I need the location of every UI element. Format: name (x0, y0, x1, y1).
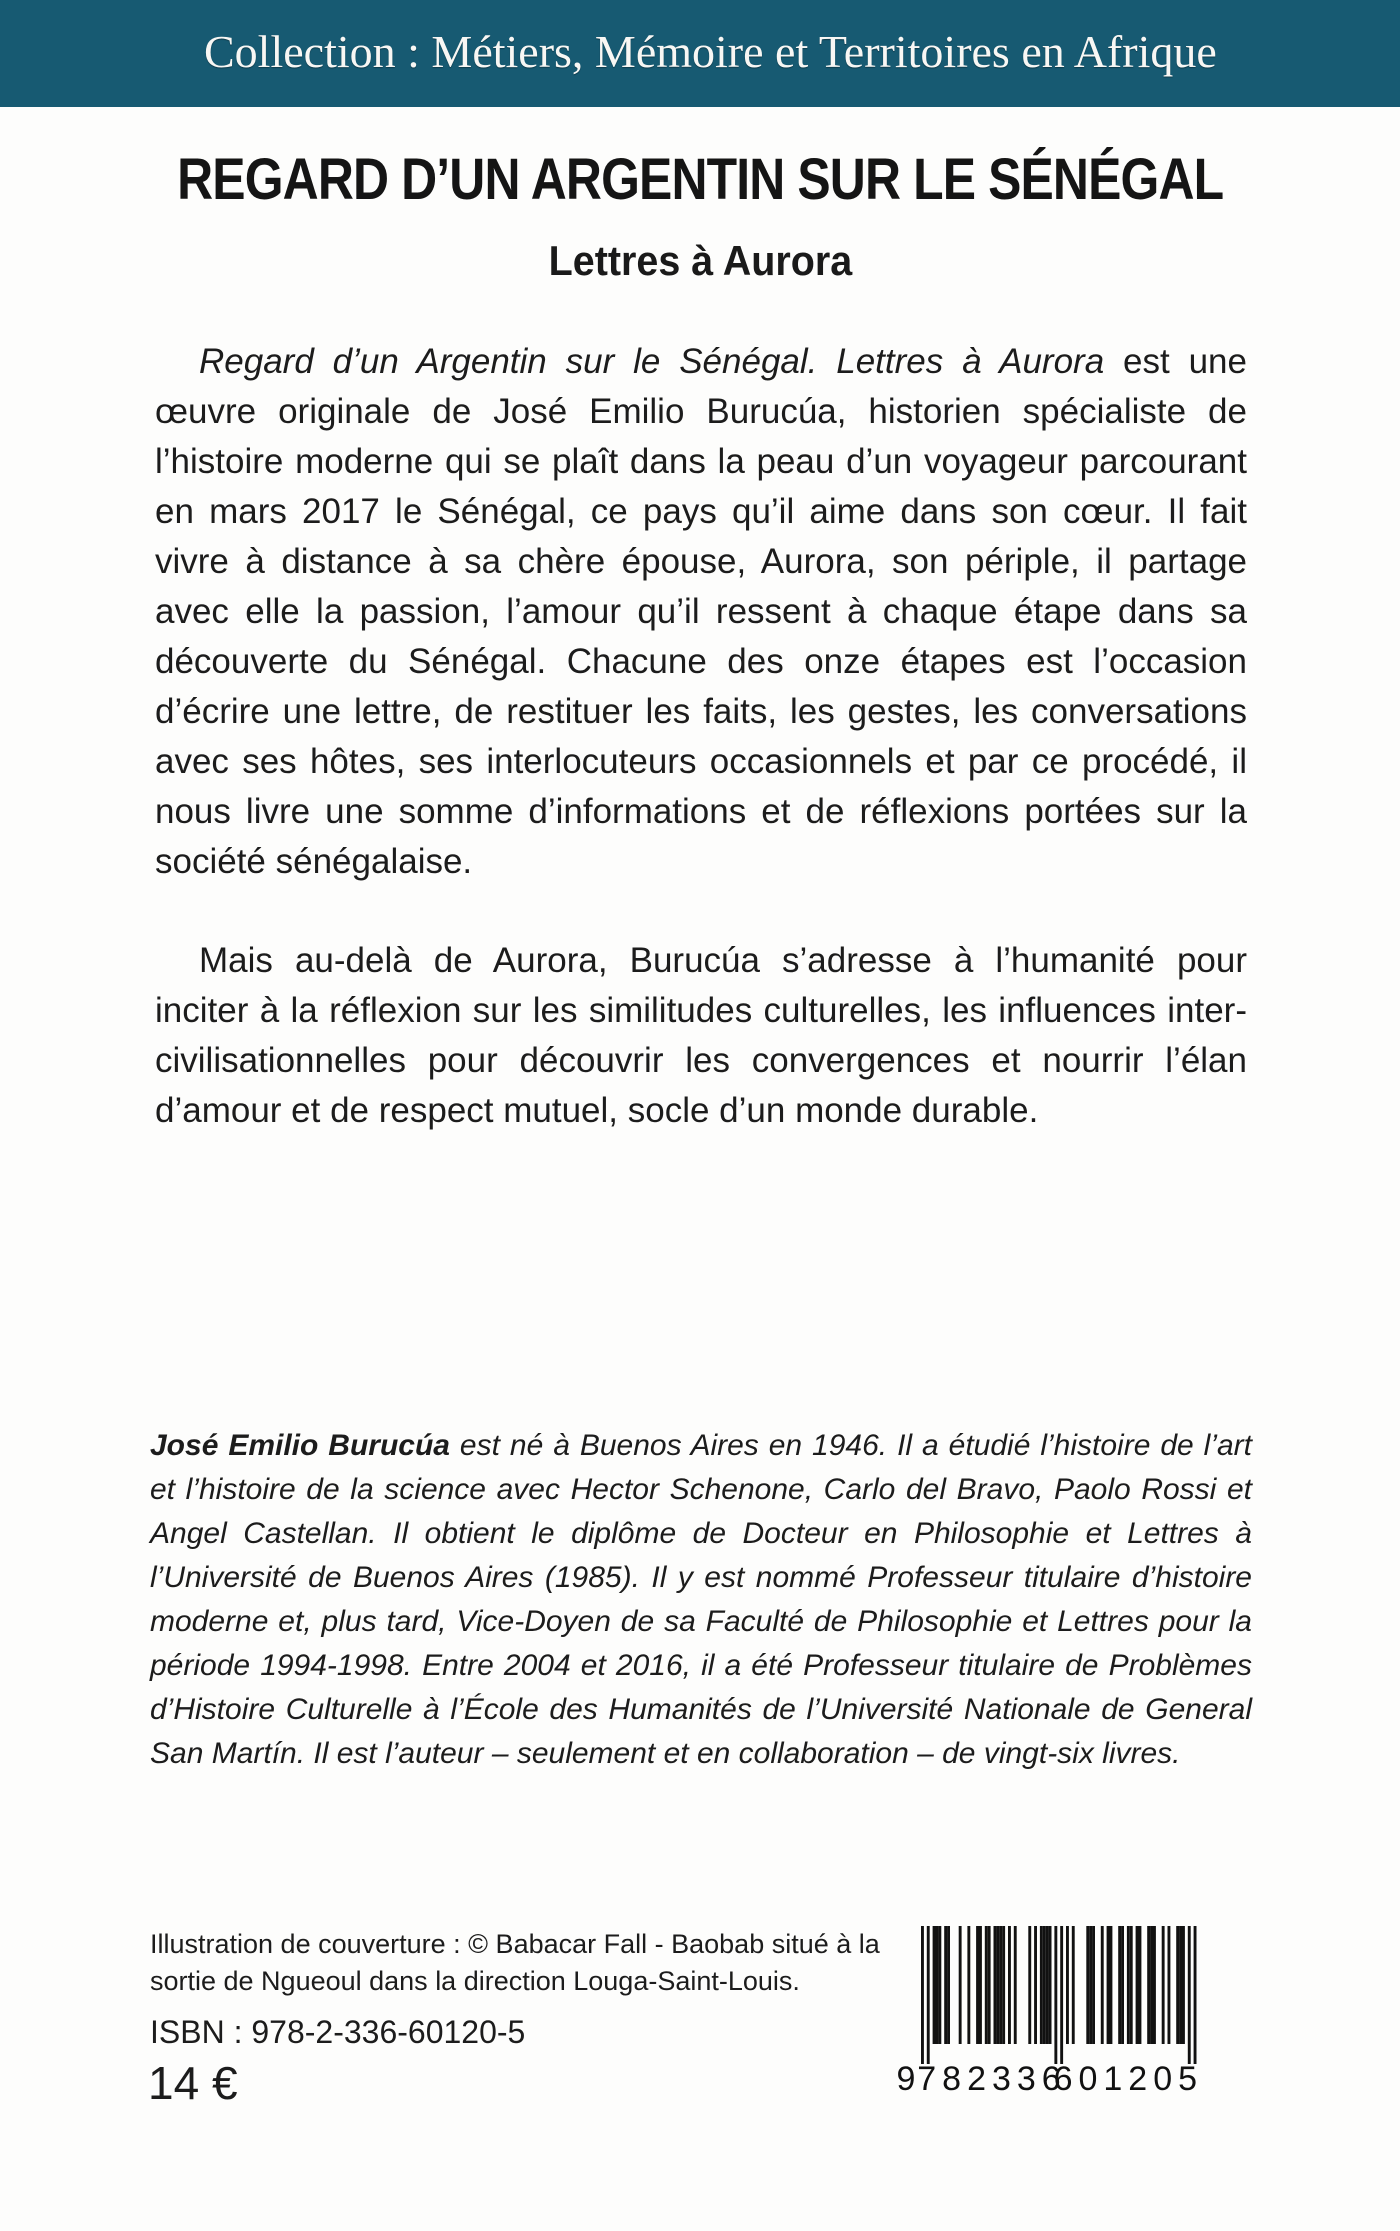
cover-illustration-credit (150, 1926, 880, 2000)
ean13-barcode (895, 1926, 1205, 2098)
book-subtitle (0, 237, 1400, 285)
barcode-digits-left: 782336 (917, 2060, 1067, 2098)
synopsis-paragraph-1 (155, 337, 1247, 887)
author-bio-text: est né à Buenos Aires en 1946. Il a étudié l’histoire de l’art et l’histoire de la science avec Hector Schenone, Carlo del Bravo, Paolo Rossi et Angel Castellan. Il obtient le diplôme de Docteur en Philosophie et Lettres à l’Université de Buenos Aires (1985). Il y est nommé Professeur titulaire d’histoire moderne et, plus tard, Vice-Doyen de sa Faculté de Philosophie et Lettres pour la période 1994-1998. Entre 2004 et 2016, il a été Professeur titulaire de Problèmes d’Histoire Culturelle à l’École des Humanités de l’Université Nationale de General San Martín. Il est l’auteur – seulement et en collaboration – de vingt-six livres. (150, 1429, 1252, 1770)
synopsis-paragraph-1-rest: est une œuvre originale de José Emilio Burucúa, historien spécialiste de l’histoire moderne qui se plaît dans la peau d’un voyageur parcourant en mars 2017 le Sénégal, ce pays qu’il aime dans son cœur. Il fait vivre à distance à sa chère épouse, Aurora, son périple, il partage avec elle la passion, l’amour qu’il ressent à chaque étape dans sa découverte du Sénégal. Chacune des onze étapes est l’occasion d’écrire une lettre, de restituer les faits, les gestes, les conversations avec ses hôtes, ses interlocuteurs occasionnels et par ce procédé, il nous livre une somme d’informations et de réflexions portées sur la société sénégalaise. (155, 342, 1247, 881)
book-title (0, 146, 1400, 213)
barcode-digit-first: 9 (896, 2060, 916, 2098)
cover-credit-line-1: Illustration de couverture : © Babacar Fall - Baobab situé à la (150, 1929, 880, 1959)
synopsis (155, 337, 1247, 1136)
synopsis-paragraph-2: Mais au-delà de Aurora, Burucúa s’adresse à l’humanité pour inciter à la réflexion sur les similitudes culturelles, les influences inter-civilisationnelles pour découvrir les convergences et nourrir l’élan d’amour et de respect mutuel, socle d’un monde durable. (155, 941, 1247, 1130)
book-title-text: REGARD D’UN ARGENTIN SUR LE SÉNÉGAL (176, 147, 1224, 212)
collection-banner (0, 0, 1400, 107)
cover-credit-line-2: sortie de Ngueoul dans la direction Louga-Saint-Louis. (150, 1966, 800, 1996)
synopsis-italic-lead: Regard d’un Argentin sur le Sénégal. Lettres à Aurora (199, 342, 1105, 381)
author-bio (150, 1424, 1252, 1776)
author-name: José Emilio Burucúa (150, 1429, 450, 1462)
barcode-digits-right: 601205 (1053, 2060, 1204, 2098)
price-text: 14 € (148, 2057, 238, 2109)
collection-banner-text: Collection : Métiers, Mémoire et Territoires en Afrique (204, 26, 1217, 77)
book-subtitle-text: Lettres à Aurora (548, 237, 852, 284)
isbn-text: ISBN : 978-2-336-60120-5 (150, 2014, 526, 2050)
